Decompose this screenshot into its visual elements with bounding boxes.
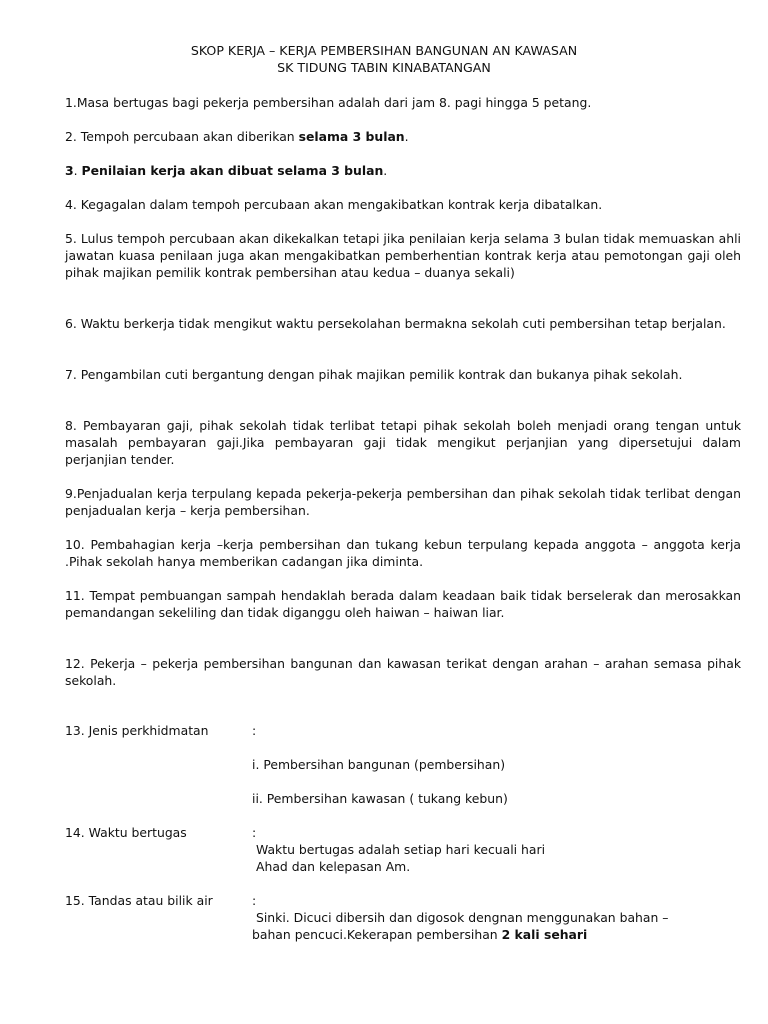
item-2-bold: selama 3 bulan xyxy=(298,129,405,144)
item-15-line-1: Sinki. Dicuci dibersih dan digosok dengnan menggunakan bahan – xyxy=(256,910,669,925)
item-15-label: 15. Tandas atau bilik air xyxy=(65,893,213,908)
item-13-label: 13. Jenis perkhidmatan xyxy=(65,723,209,738)
item-1: 1.Masa bertugas bagi pekerja pembersihan adalah dari jam 8. pagi hingga 5 petang. xyxy=(65,95,592,110)
item-14-line-2: Ahad dan kelepasan Am. xyxy=(256,859,411,874)
item-13-option-2: ii. Pembersihan kawasan ( tukang kebun) xyxy=(252,791,508,806)
item-3 xyxy=(65,162,741,179)
document-title-line-2: SK TIDUNG TABIN KINABATANGAN xyxy=(277,60,491,75)
item-3-number: 3 xyxy=(65,163,74,178)
item-10: 10. Pembahagian kerja –kerja pembersihan dan tukang kebun terpulang kepada anggota – anggota kerja .Pihak sekolah hanya memberikan cadangan jika diminta. xyxy=(65,537,741,569)
item-3-sep: . xyxy=(73,163,82,178)
item-8: 8. Pembayaran gaji, pihak sekolah tidak terlibat tetapi pihak sekolah boleh menjadi orang tengan untuk masalah pembayaran gaji.Jika pembayaran gaji tidak mengikut perjanjian yang dipersetujui dalam perjanjian tender. xyxy=(65,418,741,467)
document-title-line-1: SKOP KERJA – KERJA PEMBERSIHAN BANGUNAN AN KAWASAN xyxy=(190,43,578,58)
item-2 xyxy=(65,128,741,145)
item-15-colon: : xyxy=(252,893,257,908)
item-11: 11. Tempat pembuangan sampah hendaklah berada dalam keadaan baik tidak berselerak dan merosakkan pemandangan sekeliling dan tidak diganggu oleh haiwan – haiwan liar. xyxy=(65,588,741,620)
item-15-value xyxy=(252,909,722,943)
item-2-text: 2. Tempoh percubaan akan diberikan xyxy=(65,129,299,144)
item-7: 7. Pengambilan cuti bergantung dengan pihak majikan pemilik kontrak dan bukanya pihak sekolah. xyxy=(65,367,683,382)
item-14-colon: : xyxy=(252,825,257,840)
item-6: 6. Waktu berkerja tidak mengikut waktu persekolahan bermakna sekolah cuti pembersihan tetap berjalan. xyxy=(65,316,726,331)
item-3-end: . xyxy=(383,163,388,178)
item-13-option-1: i. Pembersihan bangunan (pembersihan) xyxy=(252,757,506,772)
item-15-line-2-text: bahan pencuci.Kekerapan pembersihan xyxy=(252,927,502,942)
item-9: 9.Penjadualan kerja terpulang kepada pekerja-pekerja pembersihan dan pihak sekolah tidak terlibat dengan penjadualan kerja – kerja pembersihan. xyxy=(65,486,741,518)
item-15-line-2-bold: 2 kali sehari xyxy=(501,927,588,942)
item-13-colon: : xyxy=(252,723,257,738)
item-14-value xyxy=(252,841,722,875)
item-4: 4. Kegagalan dalam tempoh percubaan akan mengakibatkan kontrak kerja dibatalkan. xyxy=(65,197,603,212)
item-5: 5. Lulus tempoh percubaan akan dikekalkan tetapi jika penilaian kerja selama 3 bulan tidak memuaskan ahli jawatan kuasa penilaan juga akan mengakibatkan pemberhentian kontrak kerja atau pemotongan gaji oleh pihak majikan pemilik kontrak pembersihan atau kedua – duanya sekali) xyxy=(65,231,741,280)
item-14-label: 14. Waktu bertugas xyxy=(65,825,187,840)
item-12: 12. Pekerja – pekerja pembersihan bangunan dan kawasan terikat dengan arahan – arahan semasa pihak sekolah. xyxy=(65,656,741,688)
item-3-bold: Penilaian kerja akan dibuat selama 3 bulan xyxy=(81,163,384,178)
item-14-line-1: Waktu bertugas adalah setiap hari kecuali hari xyxy=(256,842,546,857)
item-15-line-2 xyxy=(252,926,722,943)
item-2-end: . xyxy=(404,129,409,144)
